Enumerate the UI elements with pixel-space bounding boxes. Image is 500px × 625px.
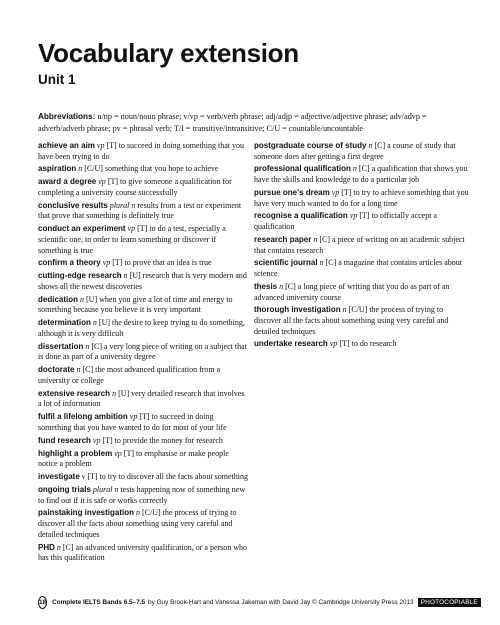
entry-definition: [C] a long piece of writing that you do as part of an advanced university course (254, 281, 450, 302)
entry-part-of-speech: vp (329, 339, 338, 349)
vocab-entry (38, 436, 248, 447)
entry-headword: cutting-edge research (38, 271, 122, 281)
entry-definition: [T] to officially accept a qualification (254, 211, 437, 232)
vocab-entry (38, 472, 248, 483)
right-column (254, 141, 470, 352)
entry-definition: [U] very detailed research that involves a lot of information (38, 388, 245, 409)
entry-definition: [T] to succeed in doing something that you have been trying to do (38, 141, 245, 161)
entry-definition: [C] a magazine that contains articles about science (254, 258, 462, 279)
vocab-entry (254, 211, 470, 232)
entry-part-of-speech: n (136, 508, 141, 518)
entry-headword: fund research (38, 435, 91, 445)
entry-part-of-speech: vp (96, 141, 105, 150)
photocopiable-badge: PHOTOCOPIABLE (418, 598, 481, 607)
entry-definition: [C/U] something that you hope to achieve (84, 164, 219, 174)
entry-definition: [C/U] the process of trying to discover all the facts about something using very careful and detailed techniques (38, 508, 237, 539)
vocab-entry (254, 164, 470, 185)
entry-part-of-speech: n (85, 341, 90, 351)
entry-part-of-speech: n (76, 365, 81, 375)
entry-headword: professional qualification (254, 164, 351, 174)
unit-label: Unit 1 (38, 72, 76, 87)
entry-definition: [T] to give someone a qualification for completing a university course successfully (38, 177, 232, 197)
vocab-entry (254, 235, 470, 256)
entry-headword: determination (38, 318, 91, 328)
vocab-entry (38, 365, 248, 386)
footer-book-title: Complete IELTS Bands 6.5–7.5 (52, 598, 146, 606)
entry-headword: dissertation (38, 341, 84, 351)
entry-headword: PHD (38, 542, 55, 552)
entry-part-of-speech: vp (331, 187, 340, 197)
entry-headword: postgraduate course of study (254, 141, 367, 150)
left-column (38, 141, 248, 566)
vocab-entry (38, 177, 248, 198)
entry-headword: scientific journal (254, 258, 318, 268)
vocab-entry (254, 305, 470, 337)
entry-definition: [T] to try to discover all the facts about something (87, 472, 248, 482)
vocab-entry (38, 141, 248, 162)
entry-definition: [C] a piece of writing on an academic subject that contains research (254, 234, 465, 255)
entry-headword: undertake research (254, 339, 328, 349)
entry-part-of-speech: vp (114, 448, 122, 458)
entry-headword: fulfil a lifelong ambition (38, 412, 128, 422)
entry-headword: dedication (38, 294, 79, 304)
entry-part-of-speech: n (123, 271, 128, 281)
entry-definition: [U] when you give a lot of time and energy to something because you believe it is very important (38, 294, 233, 315)
entry-headword: thorough investigation (254, 305, 341, 315)
page-title: Vocabulary extension (38, 38, 299, 68)
entry-headword: conduct an experiment (38, 224, 126, 234)
vocab-entry (38, 342, 248, 363)
entry-part-of-speech: n (92, 318, 97, 328)
entry-part-of-speech: plural n (109, 200, 136, 210)
entry-part-of-speech: n (279, 281, 284, 291)
vocab-entry (254, 188, 470, 209)
entry-headword: painstaking investigation (38, 508, 135, 518)
entry-headword: investigate (38, 472, 80, 482)
entry-definition: [C] the most advanced qualification from a university or college (38, 365, 221, 385)
entry-headword: thesis (254, 281, 278, 291)
entry-definition: [C] an advanced university qualification, or a person who has this qualification (38, 542, 248, 563)
entry-definition: [C] a qualification that shows you have the skills and knowledge to do a particular job (254, 164, 468, 185)
vocab-entry (38, 164, 248, 175)
entry-headword: extensive research (38, 388, 111, 398)
entry-headword: research paper (254, 234, 312, 244)
entry-part-of-speech: vp (349, 211, 358, 221)
entry-part-of-speech: n (112, 388, 117, 398)
vocab-entry (38, 389, 248, 410)
entry-definition: [T] to do research (339, 339, 397, 349)
entry-part-of-speech: n (368, 141, 373, 150)
abbreviations-text: n/np = noun/noun phrase; v/vp = verb/verb phrase; adj/adjp = adjective/adjective phrase; adv/advp = adverb/adverb phrase; pv = phrasal verb; T/I = transitive/intransitive; C/U = countable/uncountable (38, 112, 427, 133)
entry-part-of-speech: plural n (92, 484, 119, 494)
entry-headword: award a degree (38, 177, 97, 187)
entry-definition: [T] to provide the money for research (102, 435, 223, 445)
entry-headword: highlight a problem (38, 448, 113, 458)
vocab-entry (254, 258, 470, 279)
abbreviations-block (38, 111, 468, 134)
entry-headword: aspiration (38, 164, 77, 174)
entry-part-of-speech: v (81, 472, 86, 482)
entry-headword: ongoing trials (38, 484, 91, 494)
vocab-entry (38, 224, 248, 256)
vocab-entry (254, 141, 470, 162)
entry-part-of-speech: n (319, 258, 324, 268)
page-number: 18 (38, 596, 47, 609)
entry-headword: pursue one's dream (254, 187, 330, 197)
vocab-entry (38, 485, 248, 506)
footer-credits: by Guy Brook-Hart and Vanessa Jakeman with David Jay © Cambridge University Press 2013 (148, 598, 414, 606)
entry-definition: [U] research that is very modern and shows all the newest discoveries (38, 271, 247, 291)
entry-definition: [T] to prove that an idea is true (112, 258, 212, 268)
entry-part-of-speech: vp (127, 224, 136, 234)
entry-definition: [T] to succeed in doing something that you have wanted to do for most of your life (38, 412, 227, 432)
entry-part-of-speech: vp (102, 258, 111, 268)
entry-definition: [T] to try to achieve something that you have very much wanted to do for a long time (254, 187, 469, 208)
entry-definition: [C] a course of study that someone does after getting a first degree (254, 141, 456, 161)
vocab-entry (254, 282, 470, 303)
vocab-entry (38, 318, 248, 339)
vocab-entry (38, 543, 248, 564)
entry-headword: achieve an aim (38, 141, 95, 150)
entry-definition: [T] to do a test, especially a scientific one, in order to learn something or discover if something is true (38, 224, 226, 255)
entry-definition: tests happening now of something new to find out if it is safe or works correctly (38, 484, 246, 505)
entry-part-of-speech: n (342, 305, 347, 315)
entry-part-of-speech: n (56, 542, 61, 552)
entry-headword: conclusive results (38, 200, 108, 210)
entry-definition: [T] to emphasise or make people notice a problem (38, 448, 229, 469)
vocab-entry (38, 201, 248, 222)
vocab-entry (38, 258, 248, 269)
vocab-entry (254, 339, 470, 350)
entry-definition: [C/U] the process of trying to discover all the facts about something using very careful and detailed techniques (254, 305, 449, 336)
entry-headword: doctorate (38, 365, 75, 375)
entry-part-of-speech: n (78, 164, 83, 174)
entry-definition: [C] a very long piece of writing on a subject that is done as part of a university degree (38, 341, 247, 362)
entry-part-of-speech: vp (92, 435, 101, 445)
vocab-entry (38, 412, 248, 433)
entry-part-of-speech: n (313, 234, 318, 244)
entry-part-of-speech: vp (129, 412, 138, 422)
abbreviations-label: Abbreviations: (38, 112, 96, 121)
vocab-entry (38, 271, 248, 292)
entry-part-of-speech: n (80, 294, 85, 304)
entry-definition: [U] the desire to keep trying to do something, although it is very difficult (38, 318, 245, 338)
entry-definition: results from a test or experiment that prove that something is definitely true (38, 200, 242, 221)
vocab-entry (38, 449, 248, 470)
entry-headword: recognise a qualification (254, 211, 348, 221)
entry-part-of-speech: vp (98, 177, 106, 187)
vocab-entry (38, 508, 248, 540)
entry-headword: confirm a theory (38, 258, 101, 268)
vocab-entry (38, 295, 248, 316)
entry-part-of-speech: n (352, 164, 357, 174)
page-footer (38, 596, 478, 608)
